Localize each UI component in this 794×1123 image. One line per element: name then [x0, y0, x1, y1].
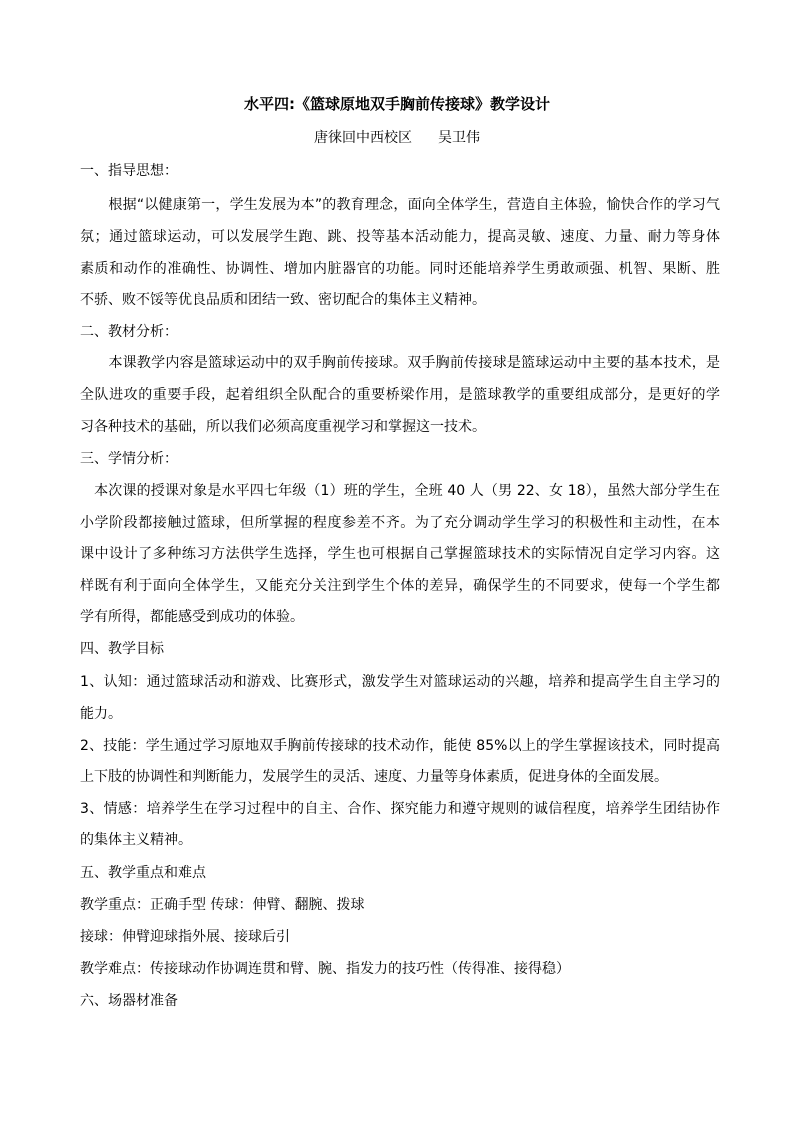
paragraph-line: 学有所得，都能感受到成功的体验。: [80, 609, 304, 625]
key-point-line: 接球：伸臂迎球指外展、接球后引: [80, 929, 290, 945]
paragraph-line: 根据“以健康第一，学生发展为本”的教育理念，面向全体学生，营造自主体验，愉快合作的学习气: [80, 197, 720, 213]
paragraph-line: 素质和动作的准确性、协调性、增加内脏器官的功能。同时还能培养学生勇敢顽强、机智、果断、胜: [80, 261, 720, 277]
heading-student-analysis: 三、学情分析：: [80, 451, 178, 467]
heading-guiding-ideology: 一、指导思想：: [80, 163, 178, 179]
paragraph-line: 氛；通过篮球运动，可以发展学生跑、跳、投等基本活动能力，提高灵敏、速度、力量、耐力等身体: [80, 229, 720, 245]
paragraph-line: 课中设计了多种练习方法供学生选择，学生也可根据自己掌握篮球技术的实际情况自定学习内容。这: [80, 546, 720, 562]
heading-material-analysis: 二、教材分析：: [80, 324, 178, 340]
objective-skill: 2、技能：学生通过学习原地双手胸前传接球的技术动作，能使 85%以上的学生掌握该技术，同时提高: [80, 738, 720, 754]
key-point-line: 教学重点：正确手型 传球：伸臂、翻腕、拨球: [80, 897, 365, 913]
paragraph-line: 能力。: [80, 706, 122, 722]
objective-cognition: 1、认知：通过篮球活动和游戏、比赛形式，激发学生对篮球运动的兴趣，培养和提高学生自主学习的: [80, 674, 720, 690]
paragraph-line: 本课教学内容是篮球运动中的双手胸前传接球。双手胸前传接球是篮球运动中主要的基本技术，是: [80, 355, 720, 371]
heading-equipment: 六、场器材准备: [80, 993, 178, 1009]
paragraph-line: 不骄、败不馁等优良品质和团结一致、密切配合的集体主义精神。: [80, 292, 486, 308]
document-title: 水平四:《篮球原地双手胸前传接球》教学设计: [243, 95, 550, 113]
paragraph-line: 上下肢的协调性和判断能力，发展学生的灵活、速度、力量等身体素质，促进身体的全面发展。: [80, 769, 668, 785]
paragraph-line: 小学阶段都接触过篮球，但所掌握的程度参差不齐。为了充分调动学生学习的积极性和主动性，在本: [80, 515, 720, 531]
heading-key-points: 五、教学重点和难点: [80, 865, 206, 881]
paragraph-line: 本次课的授课对象是水平四七年级（1）班的学生，全班 40 人（男 22、女 18），虽然大部分学生在: [80, 483, 720, 499]
paragraph-line: 的集体主义精神。: [80, 832, 192, 848]
paragraph-line: 样既有利于面向全体学生，又能充分关注到学生个体的差异，确保学生的不同要求，使每一个学生都: [80, 578, 720, 594]
school-name: 唐徕回中西校区: [314, 130, 412, 146]
author-line: [0, 126, 794, 150]
paragraph-line: 习各种技术的基础，所以我们必须高度重视学习和掌握这一技术。: [80, 419, 486, 435]
heading-teaching-objectives: 四、教学目标: [80, 641, 164, 657]
objective-emotion: 3、情感：培养学生在学习过程中的自主、合作、探究能力和遵守规则的诚信程度，培养学生团结协作: [80, 801, 720, 817]
paragraph-line: 全队进攻的重要手段，起着组织全队配合的重要桥梁作用，是篮球教学的重要组成部分，是更好的学: [80, 387, 720, 403]
author-name: 吴卫伟: [438, 130, 480, 146]
difficulty-line: 教学难点：传接球动作协调连贯和臂、腕、指发力的技巧性（传得准、接得稳）: [80, 961, 570, 977]
